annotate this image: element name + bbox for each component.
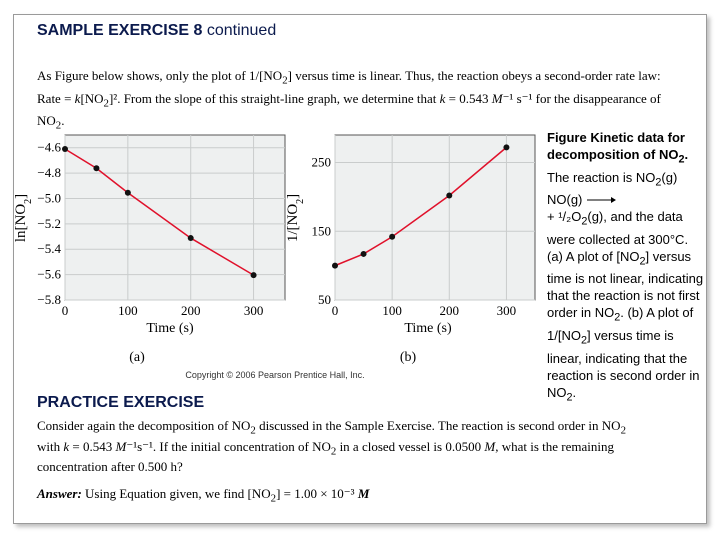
y-tick-label-a: −4.8 bbox=[37, 165, 61, 181]
data-point-b bbox=[361, 251, 367, 257]
x-tick-label-a: 200 bbox=[180, 303, 201, 318]
x-tick-label-a: 0 bbox=[61, 303, 69, 318]
kinetics-figure bbox=[10, 125, 540, 385]
practice-paragraph: Consider again the decomposition of $NO_2$ discussed in the Sample Exercise. The reaction is second order in $NO_2$ with k = 0.543 M⁻¹s⁻¹. If the initial concentration of $NO_2$ in a closed vessel is 0.0500 M, what is the remaining concentration after 0.500 h? bbox=[37, 418, 626, 475]
figure-caption: Figure Kinetic data for decomposition of $NO_2$. The reaction is $NO_2(g)$ NO(g) + $^1/_2O_2(g)$, and the data were collected at 300°C. (a) A plot of $[NO_2]$ versus time is not linear, indicating that the reaction is not first order in $NO_2$. (b) A plot of $1/[NO_2]$ versus time is linear, indicating that the reaction is second order in $NO_2$. bbox=[547, 130, 704, 404]
data-point-b bbox=[503, 144, 509, 150]
data-point-a bbox=[125, 190, 131, 196]
y-tick-label-b: 250 bbox=[311, 154, 331, 170]
practice-title: PRACTICE EXERCISE bbox=[37, 394, 205, 411]
copyright-notice: Copyright © 2006 Pearson Prentice Hall, Inc. bbox=[185, 370, 365, 380]
data-point-a bbox=[188, 235, 194, 241]
y-tick-label-a: −5.0 bbox=[37, 190, 61, 206]
answer-line: Answer: Using Equation given, we find $[NO_2] = 1.00 \times 10^{-3}$ M bbox=[37, 486, 370, 505]
x-tick-label-a: 100 bbox=[118, 303, 138, 318]
y-tick-label-a: −5.8 bbox=[37, 292, 61, 307]
data-point-a bbox=[251, 272, 257, 278]
x-tick-label-b: 100 bbox=[382, 303, 402, 318]
y-tick-label-a: −4.6 bbox=[37, 139, 61, 155]
y-tick-label-a: −5.4 bbox=[37, 241, 61, 257]
panel-label-b: (b) bbox=[399, 350, 417, 365]
x-axis-label-b: Time (s) bbox=[404, 321, 452, 336]
x-tick-label-b: 300 bbox=[496, 303, 517, 318]
y-tick-label-a: −5.6 bbox=[37, 266, 61, 282]
chart-panel-b bbox=[285, 135, 535, 365]
x-tick-label-b: 200 bbox=[439, 303, 460, 318]
panel-label-a: (a) bbox=[129, 350, 145, 365]
chart-panel-a bbox=[13, 135, 285, 365]
slide-title: SAMPLE EXERCISE 8 continued bbox=[37, 22, 277, 39]
y-tick-label-b: 50 bbox=[318, 292, 331, 307]
x-tick-label-a: 300 bbox=[243, 303, 264, 318]
data-point-b bbox=[332, 263, 338, 269]
plot-area-b bbox=[335, 135, 535, 300]
x-tick-label-b: 0 bbox=[331, 303, 339, 318]
intro-paragraph: As Figure below shows, only the plot of $1/[NO_2]$ versus time is linear. Thus, the reaction obeys a second-order rate law: Rate = $k[NO_2]^2$. From the slope of this straight-line graph, we determine that k = 0.543 M⁻¹ s⁻¹ for the disappearance of $NO_2$. bbox=[37, 68, 661, 132]
data-point-b bbox=[446, 193, 452, 199]
y-axis-label-a: $\ln[NO_2]$ bbox=[13, 193, 34, 243]
data-point-a bbox=[93, 165, 99, 171]
x-axis-label-a: Time (s) bbox=[146, 321, 194, 336]
data-point-b bbox=[389, 234, 395, 240]
reaction-arrow-icon bbox=[586, 196, 616, 204]
data-point-a bbox=[62, 146, 68, 152]
y-axis-label-b: $1/[NO_2]$ bbox=[285, 193, 306, 243]
y-tick-label-a: −5.2 bbox=[37, 215, 61, 231]
y-tick-label-b: 150 bbox=[311, 223, 331, 239]
